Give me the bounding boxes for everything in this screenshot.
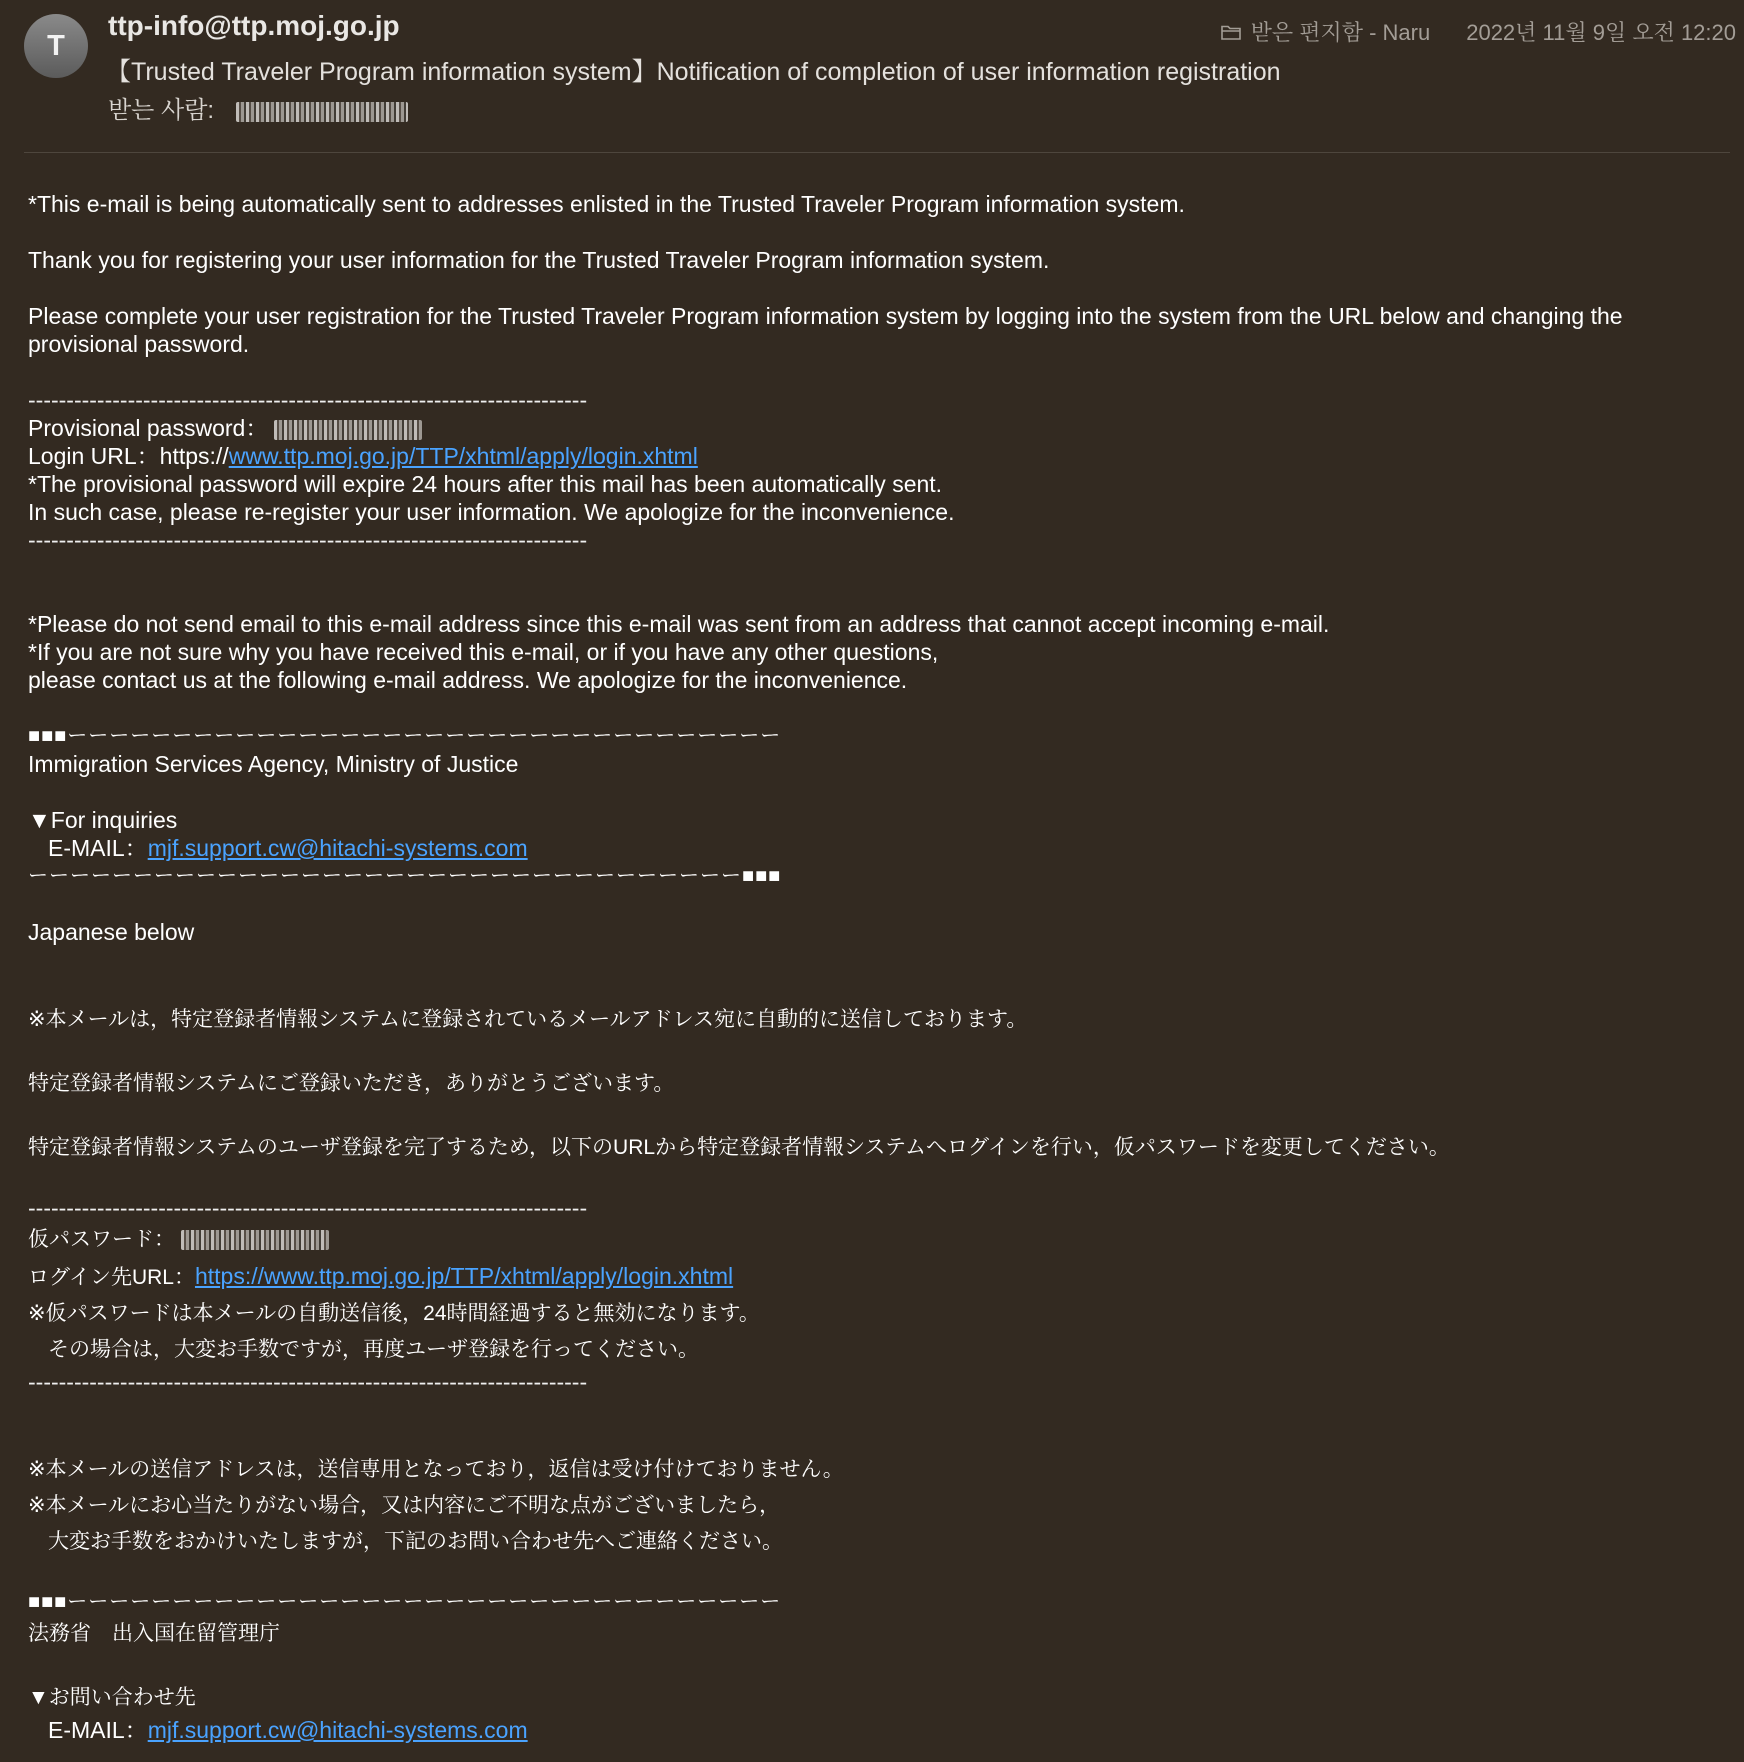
message-meta — [1221, 16, 1736, 47]
ja-inquiry-email-line — [28, 1716, 1728, 1744]
thank-you-text: Thank you for registering your user information for the Trusted Traveler Program information system. — [28, 247, 1050, 273]
inquiry-email-line — [28, 834, 1728, 862]
header-divider — [24, 152, 1730, 153]
ja-provisional-password-label: 仮パスワード： — [28, 1228, 175, 1251]
signature-bar-top: ■■■ーーーーーーーーーーーーーーーーーーーーーーーーーーーーーーーーーー — [28, 725, 782, 747]
ja-complete-registration-text: 特定登録者情報システムのユーザ登録を完了するため，以下のURLから特定登録者情報システムへログインを行い，仮パスワードを変更してください。 — [28, 1136, 1450, 1159]
ja-agency-name: 法務省 出入国在留管理庁 — [28, 1622, 280, 1645]
ja-support-email-link[interactable]: mjf.support.cw@hitachi-systems.com — [147, 1717, 528, 1743]
support-email-link[interactable]: mjf.support.cw@hitachi-systems.com — [147, 835, 528, 861]
ja-password-redacted — [181, 1230, 329, 1250]
ja-dash-separator: ------------------------------------------------------------------------- — [28, 1195, 588, 1221]
dash-separator: ------------------------------------------------------------------------- — [28, 527, 588, 553]
to-label: 받는 사람: — [108, 97, 215, 124]
ja-dash-separator: ------------------------------------------------------------------------- — [28, 1369, 588, 1395]
signature-bar-bottom: ーーーーーーーーーーーーーーーーーーーーーーーーーーーーーーーーーー■■■ — [28, 865, 782, 887]
provisional-password-line — [28, 414, 1728, 442]
ja-login-url-link[interactable]: https://www.ttp.moj.go.jp/TTP/xhtml/apply/login.xhtml — [194, 1263, 734, 1289]
ja-expire-note: ※仮パスワードは本メールの自動送信後，24時間経過すると無効になります。 — [28, 1302, 760, 1325]
ja-reregister-note: その場合は，大変お手数ですが，再度ユーザ登録を行ってください。 — [48, 1338, 699, 1361]
message-subject: 【Trusted Traveler Program information system】Notification of completion of user information registration — [106, 58, 1281, 86]
questions-note: *If you are not sure why you have received this e-mail, or if you have any other questions, — [28, 639, 939, 665]
provisional-password-label: Provisional password： — [28, 415, 269, 441]
ja-auto-sent-note: ※本メールは，特定登録者情報システムに登録されているメールアドレス宛に自動的に送信しております。 — [28, 1008, 1028, 1031]
message-header — [0, 0, 1744, 154]
folder-icon — [1221, 24, 1241, 40]
login-url-link[interactable]: www.ttp.moj.go.jp/TTP/xhtml/apply/login.xhtml — [228, 443, 698, 469]
ja-no-reply-note: ※本メールの送信アドレスは，送信専用となっており，返信は受け付けておりません。 — [28, 1458, 844, 1481]
agency-name: Immigration Services Agency, Ministry of Justice — [28, 751, 519, 777]
ja-provisional-password-line — [28, 1222, 1728, 1258]
japanese-below-text: Japanese below — [28, 919, 195, 945]
login-url-line — [28, 442, 1728, 470]
ja-login-url-line — [28, 1258, 1728, 1296]
login-url-label: Login URL：https:// — [28, 443, 229, 469]
inquiries-heading: ▼For inquiries — [28, 807, 178, 833]
complete-registration-text: Please complete your user registration for the Trusted Traveler Program information system by logging into the system from the URL below and changing the provisional password. — [28, 303, 1623, 357]
message-date: 2022년 11월 9일 오전 12:20 — [1466, 20, 1736, 45]
mailbox-name[interactable]: 받은 편지함 - Naru — [1250, 20, 1431, 45]
ja-contact-note: 大変お手数をおかけいたしますが，下記のお問い合わせ先へご連絡ください。 — [48, 1530, 783, 1553]
ja-email-label: E-MAIL： — [48, 1717, 148, 1743]
dash-separator: ------------------------------------------------------------------------- — [28, 387, 588, 413]
reregister-note: In such case, please re-register your user information. We apologize for the inconvenience. — [28, 499, 955, 525]
sender-address[interactable]: ttp-info@ttp.moj.go.jp — [108, 10, 400, 41]
recipient-redacted[interactable] — [236, 102, 408, 122]
email-label: E-MAIL： — [48, 835, 148, 861]
no-reply-note: *Please do not send email to this e-mail address since this e-mail was sent from an address that cannot accept incoming e-mail. — [28, 611, 1330, 637]
ja-login-url-label: ログイン先URL： — [28, 1266, 195, 1289]
contact-note: please contact us at the following e-mail address. We apologize for the inconvenience. — [28, 667, 908, 693]
message-body — [28, 190, 1728, 1744]
password-redacted — [274, 420, 422, 440]
auto-sent-note: *This e-mail is being automatically sent to addresses enlisted in the Trusted Traveler Program information system. — [28, 191, 1185, 217]
ja-questions-note: ※本メールにお心当たりがない場合，又は内容にご不明な点がございましたら， — [28, 1494, 781, 1517]
ja-thank-you-text: 特定登録者情報システムにご登録いただき，ありがとうございます。 — [28, 1072, 675, 1095]
recipient-line — [108, 90, 408, 125]
expire-note: *The provisional password will expire 24 hours after this mail has been automatically sent. — [28, 471, 943, 497]
sender-avatar: T — [24, 14, 88, 78]
ja-inquiries-heading: ▼お問い合わせ先 — [28, 1686, 196, 1709]
ja-signature-bar-top: ■■■ーーーーーーーーーーーーーーーーーーーーーーーーーーーーーーーーーー — [28, 1591, 782, 1613]
